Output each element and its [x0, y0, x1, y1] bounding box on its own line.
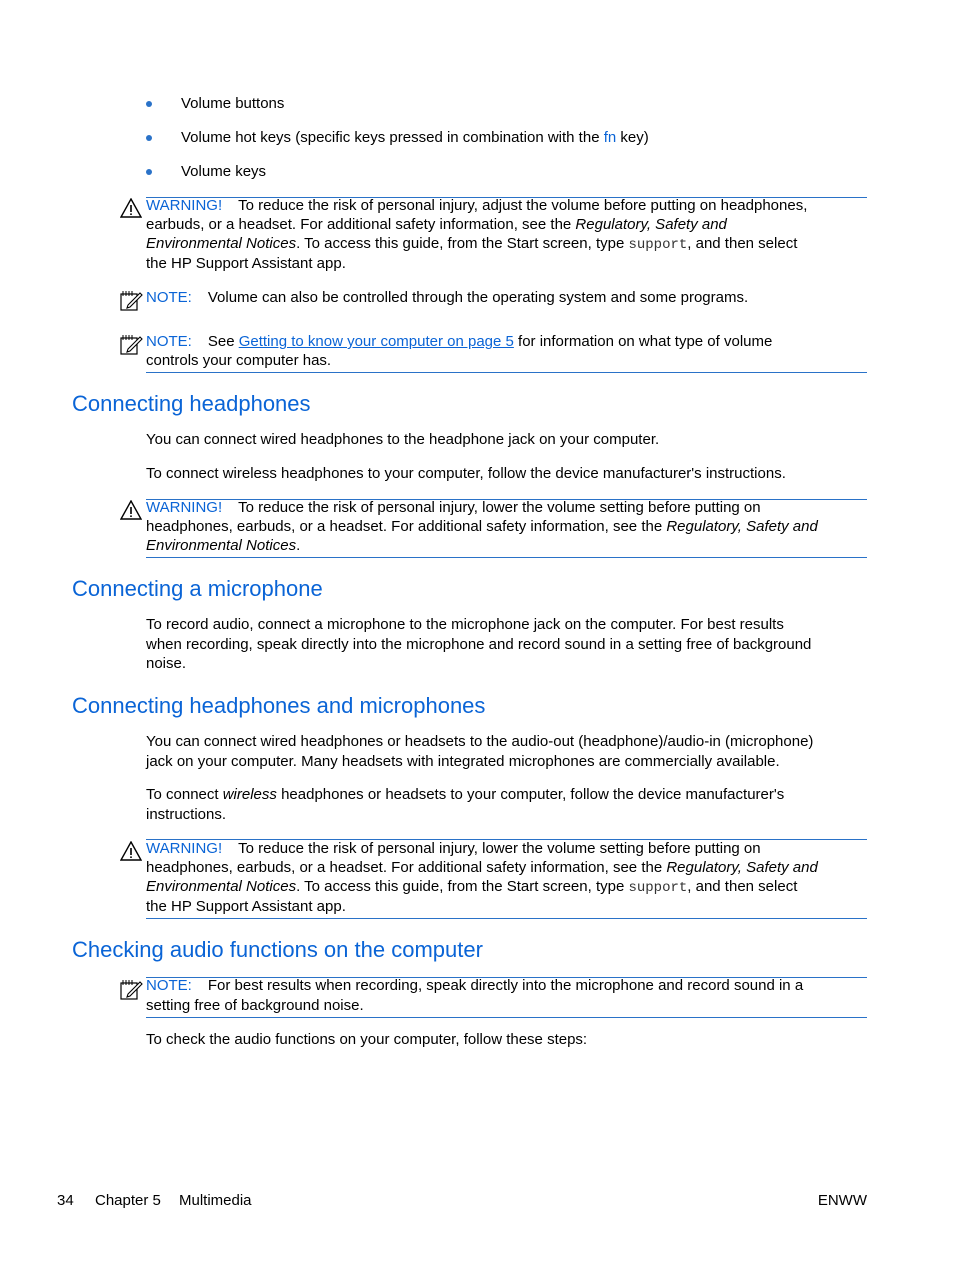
- note-bottom-rule: [146, 1017, 867, 1018]
- note-icon: [120, 334, 144, 356]
- warning-line: Environmental Notices. To access this guide, from the Start screen, type support, and then select: [146, 235, 798, 253]
- warning-line: Environmental Notices.: [146, 537, 301, 554]
- note-line: setting free of background noise.: [146, 997, 364, 1014]
- note-line: NOTE: For best results when recording, speak directly into the microphone and record sound in a: [146, 977, 804, 994]
- paragraph: To connect wireless headphones to your computer, follow the device manufacturer's instructions.: [146, 465, 786, 482]
- warning-label: WARNING!: [146, 840, 223, 857]
- app-name: HP Support Assistant: [171, 255, 313, 272]
- warning-label: WARNING!: [146, 197, 223, 214]
- paragraph: when recording, speak directly into the microphone and record sound in a setting free of background: [146, 636, 812, 653]
- getting-to-know-link[interactable]: Getting to know your computer on page 5: [238, 333, 514, 350]
- note-line: controls your computer has.: [146, 352, 332, 369]
- warning-bottom-rule: [146, 557, 867, 558]
- note-line: NOTE: Volume can also be controlled through the operating system and some programs.: [146, 289, 749, 306]
- paragraph: To check the audio functions on your computer, follow these steps:: [146, 1031, 588, 1048]
- paragraph: noise.: [146, 655, 187, 672]
- note-icon: [120, 979, 144, 1001]
- note-label: NOTE:: [146, 289, 192, 306]
- bullet-dot: [146, 169, 152, 175]
- warning-line: earbuds, or a headset. For additional safety information, see the Regulatory, Safety and: [146, 216, 727, 233]
- warning-line: headphones, earbuds, or a headset. For additional safety information, see the Regulatory, Safety and: [146, 518, 818, 535]
- warning-line: the HP Support Assistant app.: [146, 255, 346, 272]
- warning-line: headphones, earbuds, or a headset. For additional safety information, see the Regulatory, Safety and: [146, 859, 818, 876]
- bullet-volume-keys: Volume keys: [181, 163, 267, 180]
- paragraph: You can connect wired headphones to the headphone jack on your computer.: [146, 431, 660, 448]
- warning-icon: [120, 841, 142, 861]
- fn-key: fn: [603, 129, 617, 146]
- footer-enww: ENWW: [817, 1192, 867, 1209]
- section-heading: Connecting headphones and microphones: [72, 693, 486, 718]
- bullet-volume-hot-keys: Volume hot keys (specific keys pressed in combination with the fn key): [181, 129, 649, 146]
- bullet-volume-buttons: Volume buttons: [181, 95, 285, 112]
- warning-icon: [120, 500, 142, 520]
- bullet-dot: [146, 135, 152, 141]
- paragraph: You can connect wired headphones or headsets to the audio-out (headphone)/audio-in (microphone): [146, 733, 814, 750]
- paragraph: jack on your computer. Many headsets with integrated microphones are commercially available.: [146, 753, 780, 770]
- section-heading: Connecting headphones: [72, 391, 311, 416]
- note-label: NOTE:: [146, 977, 192, 994]
- footer-chapter-title: Multimedia: [179, 1192, 252, 1209]
- note-bottom-rule: [146, 372, 867, 373]
- paragraph: instructions.: [146, 806, 227, 823]
- code-support: support: [628, 237, 688, 253]
- paragraph: To connect wireless headphones or headsets to your computer, follow the device manufacturer's: [146, 786, 785, 803]
- warning-line: Environmental Notices. To access this guide, from the Start screen, type support, and then select: [146, 878, 798, 896]
- warning-line: WARNING! To reduce the risk of personal injury, lower the volume setting before putting on: [146, 840, 761, 857]
- warning-line: WARNING! To reduce the risk of personal injury, lower the volume setting before putting on: [146, 499, 761, 516]
- footer-chapter: Chapter 5: [95, 1192, 161, 1209]
- section-heading: Checking audio functions on the computer: [72, 937, 483, 962]
- section-heading: Connecting a microphone: [72, 576, 323, 601]
- warning-line: WARNING! To reduce the risk of personal injury, adjust the volume before putting on headphones,: [146, 197, 808, 214]
- code-support: support: [628, 880, 688, 896]
- warning-icon: [120, 198, 142, 218]
- warning-label: WARNING!: [146, 499, 223, 516]
- bullet-dot: [146, 101, 152, 107]
- footer-page-number: 34: [57, 1192, 74, 1209]
- warning-bottom-rule: [146, 918, 867, 919]
- app-name: HP Support Assistant: [171, 898, 313, 915]
- note-label: NOTE:: [146, 333, 192, 350]
- note-icon: [120, 290, 144, 312]
- warning-line: the HP Support Assistant app.: [146, 898, 346, 915]
- paragraph: To record audio, connect a microphone to the microphone jack on the computer. For best results: [146, 616, 784, 633]
- note-line: NOTE: See Getting to know your computer on page 5 for information on what type of volume: [146, 333, 773, 350]
